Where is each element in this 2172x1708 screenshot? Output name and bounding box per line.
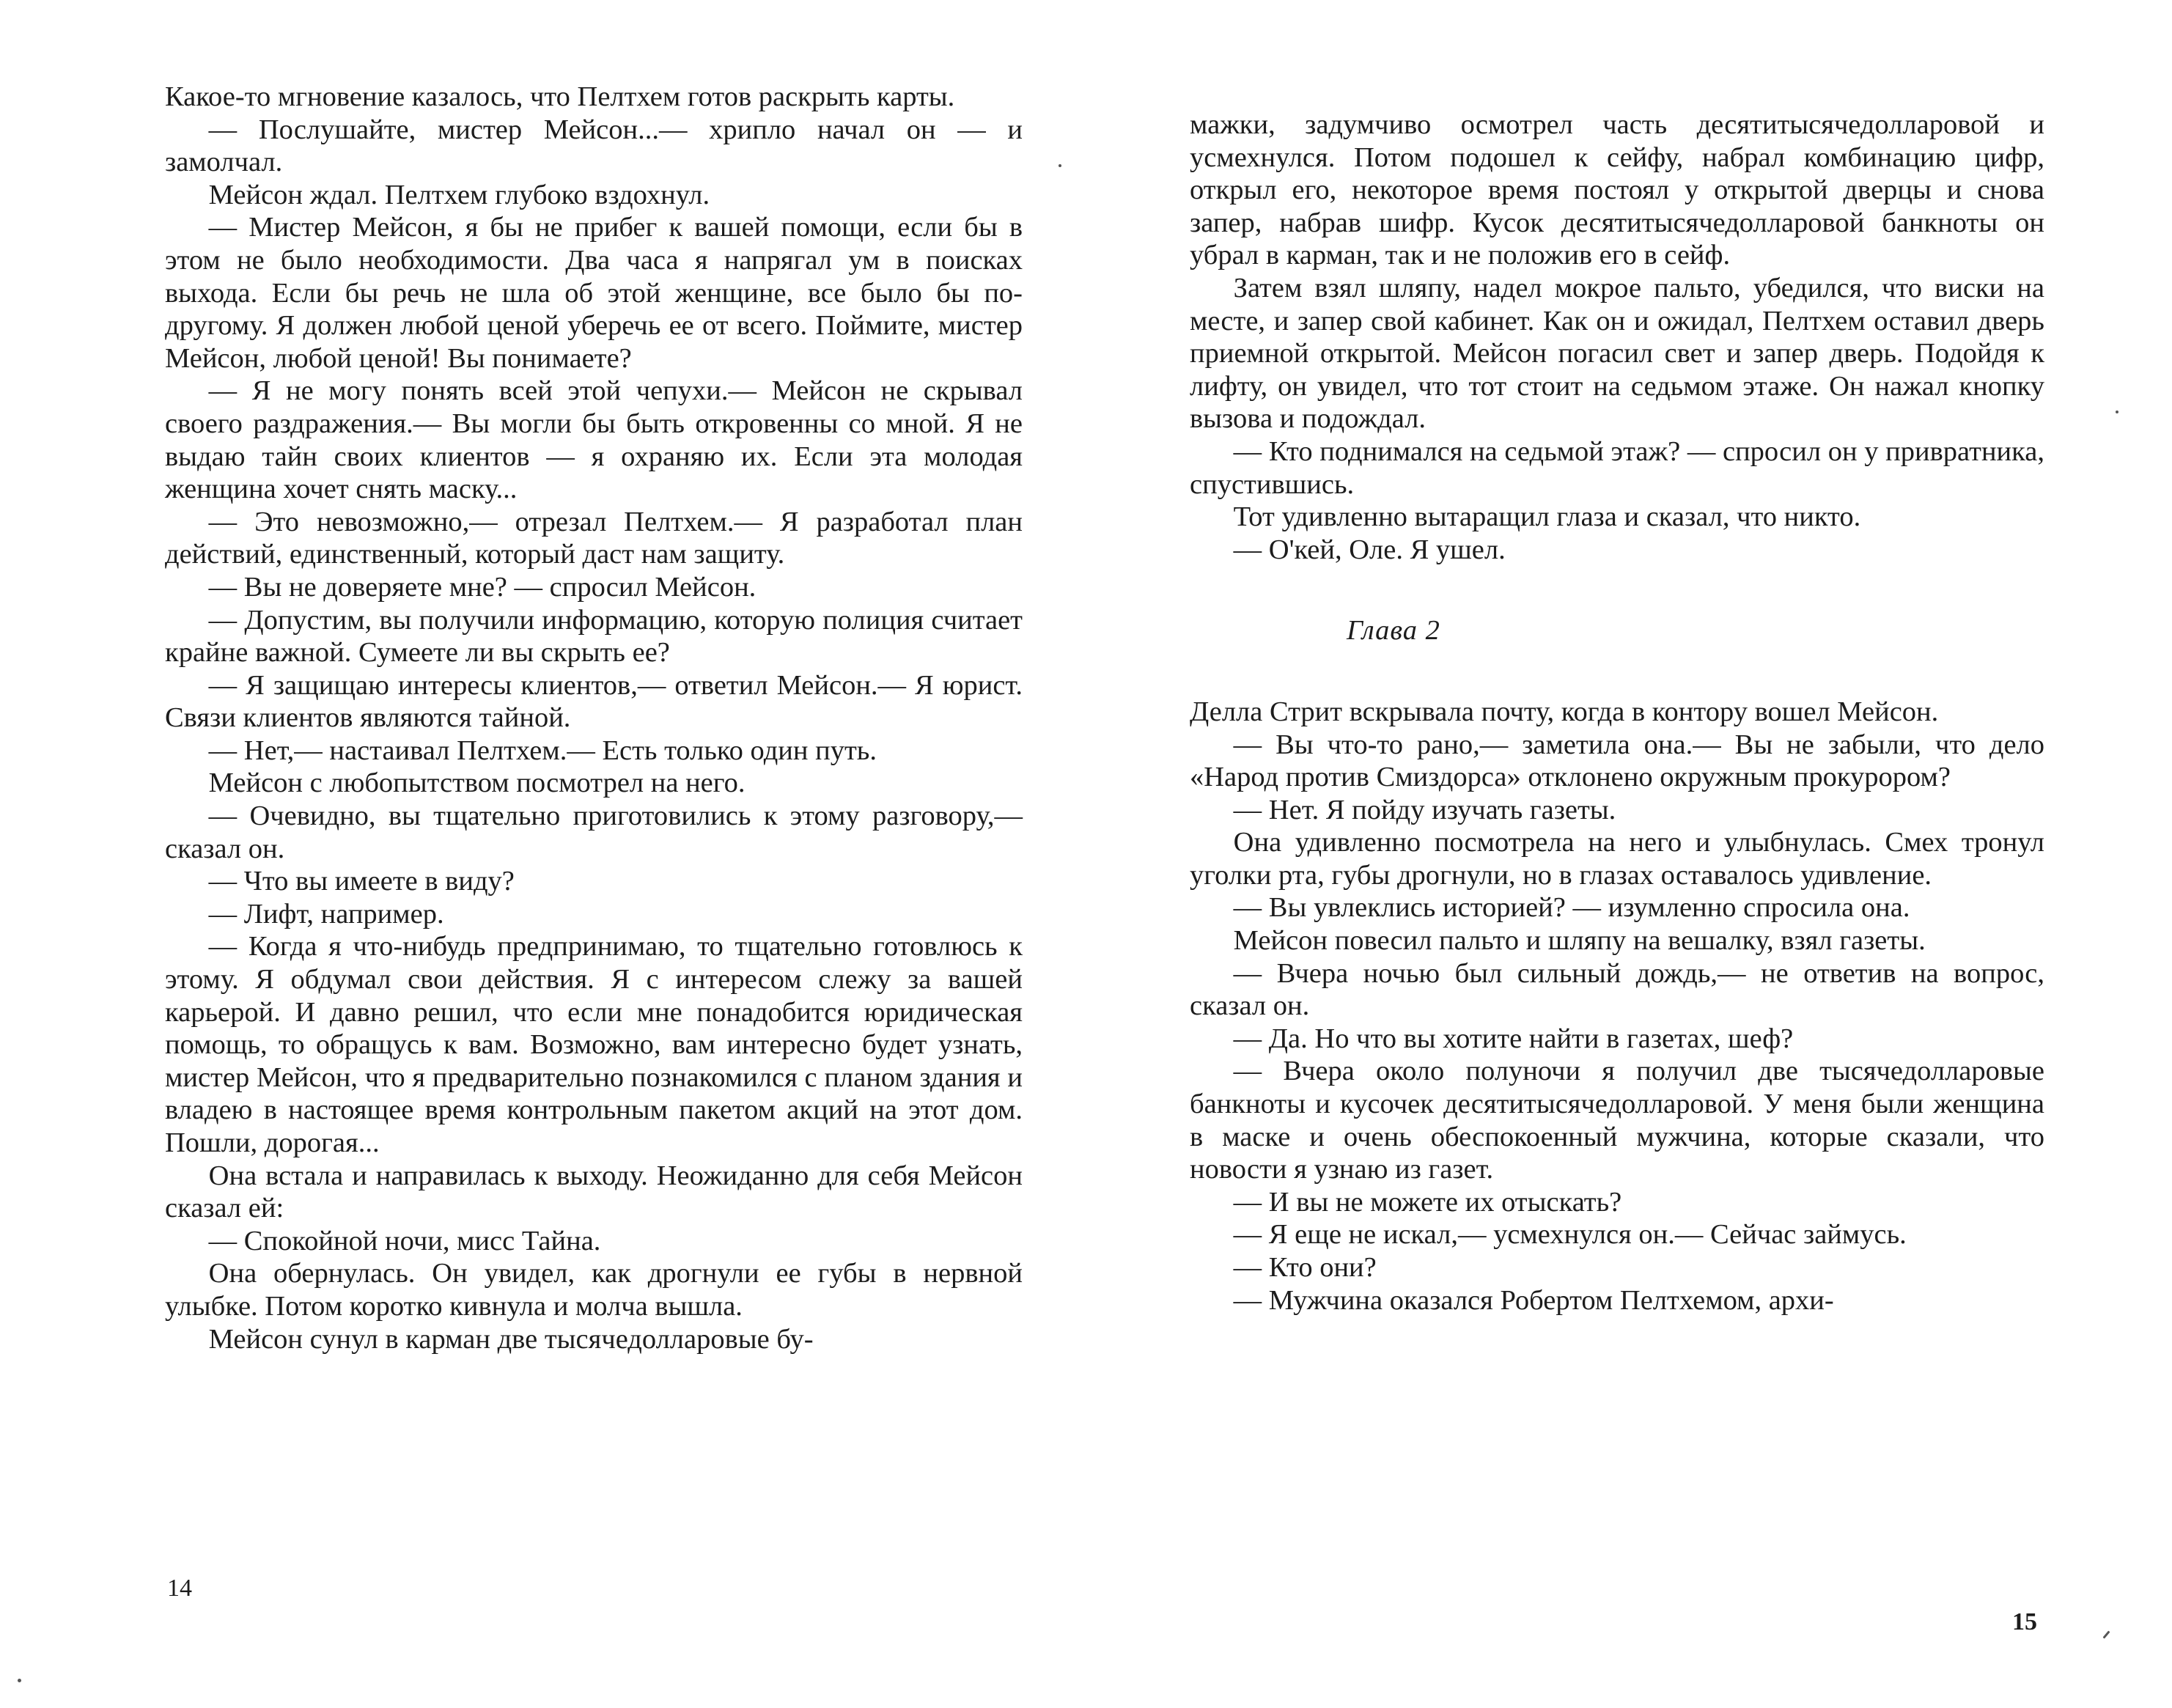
page-number: 14 [167, 1575, 192, 1602]
paragraph: — Мужчина оказался Робертом Пелтхемом, архи- [1233, 1284, 1834, 1316]
paragraph: — Когда я что-нибудь предпринимаю, то тщательно готовлюсь к этому. Я обдумал свои действия. Я с интересом слежу за вашей карьерой. И давно решил, что если мне понадобится юридическая помощь, то обращусь к вам. Возможно, вам интересно будет узнать, мистер Мейсон, что я предварительно познакомился с планом здания и владею в настоящее время контрольным пакетом акций на этот дом. Пошли, дорогая... [165, 931, 1023, 1158]
paragraph: — Вчера ночью был сильный дождь,— не ответив на вопрос, сказал он. [1190, 957, 2044, 1022]
paragraph: Мейсон сунул в карман две тысячедолларовые бу- [208, 1323, 814, 1355]
paragraph: — Я защищаю интересы клиентов,— ответил Мейсон.— Я юрист. Связи клиентов являются тайной. [165, 669, 1023, 734]
paragraph: — Кто они? [1233, 1252, 1377, 1283]
paragraph: — Кто поднимался на седьмой этаж? — спросил он у привратника, спустившись. [1190, 435, 2044, 500]
paragraph: — Лифт, например. [208, 898, 444, 930]
paragraph: Тот удивленно вытаращил глаза и сказал, что никто. [1233, 501, 1861, 533]
paragraph: — Вы что-то рано,— заметила она.— Вы не забыли, что дело «Народ против Смиздорса» отклонено окружным прокурором? [1190, 729, 2044, 793]
right-page-text [1190, 108, 2044, 1317]
paragraph: Мейсон с любопытством посмотрел на него. [208, 768, 746, 799]
paragraph: — Да. Но что вы хотите найти в газетах, шеф? [1233, 1023, 1794, 1054]
paragraph: — Что вы имеете в виду? [208, 866, 515, 897]
paragraph: — О'кей, Оле. Я ушел. [1233, 534, 1506, 565]
paragraph: — Спокойной ночи, мисс Тайна. [208, 1225, 601, 1256]
paragraph: — Это невозможно,— отрезал Пелтхем.— Я разработал план действий, единственный, который даст нам защиту. [165, 506, 1023, 570]
scan-speck [18, 1679, 21, 1682]
scan-speck [1059, 164, 1061, 167]
paragraph: — Мистер Мейсон, я бы не прибег к вашей помощи, если бы в этом не было необходимости. Два часа я напрягал ум в поисках выхода. Если бы речь не шла об этой женщине, все было бы по-другому. Я должен любой ценой уберечь ее от всего. Поймите, мистер Мейсон, любой ценой! Вы понимаете? [165, 212, 1023, 374]
paragraph: мажки, задумчиво осмотрел часть десятитысячедолларовой и усмехнулся. Потом подошел к сейфу, набрал комбинацию цифр, открыл его, некоторое время постоял у открытой дверцы и снова запер, набрав шифр. Кусок десятитысячедолларовой банкноты он убрал в карман, так и не положив его в сейф. [1190, 109, 2044, 271]
paragraph: Мейсон ждал. Пелтхем глубоко вздохнул. [208, 179, 710, 210]
paragraph: — Вы увлеклись историей? — изумленно спросила она. [1233, 892, 1910, 924]
paragraph: Какое-то мгновение казалось, что Пелтхем готов раскрыть карты. [165, 81, 955, 112]
paragraph: Делла Стрит вскрывала почту, когда в контору вошел Мейсон. [1190, 696, 1939, 727]
paragraph: Она встала и направилась к выходу. Неожиданно для себя Мейсон сказал ей: [165, 1160, 1023, 1224]
paragraph: — Послушайте, мистер Мейсон...— хрипло начал он — и замолчал. [165, 114, 1023, 178]
paragraph: Она удивленно посмотрела на него и улыбнулась. Смех тронул уголки рта, губы дрогнули, но в глазах оставалось удивление. [1190, 827, 2044, 891]
paragraph: — Очевидно, вы тщательно приготовились к этому разговору,— сказал он. [165, 800, 1023, 864]
left-page-text [165, 81, 1023, 1355]
paragraph: Затем взял шляпу, надел мокрое пальто, убедился, что виски на месте, и запер свой кабинет. Как он и ожидал, Пелтхем оставил дверь приемной открытой. Мейсон погасил свет и запер дверь. Подойдя к лифту, он увидел, что тот стоит на седьмом этаже. Он нажал кнопку вызова и подождал. [1190, 272, 2044, 435]
paragraph: — Нет. Я пойду изучать газеты. [1233, 794, 1616, 825]
paragraph: Мейсон повесил пальто и шляпу на вешалку, взял газеты. [1233, 925, 1926, 957]
chapter-heading: Глава 2 [1347, 615, 1440, 647]
page-number: 15 [2012, 1608, 2037, 1635]
paragraph: — Вчера около полуночи я получил две тысячедолларовые банкноты и кусочек десятитысячедолларовой. У меня были женщина в маске и очень обеспокоенный мужчина, которые сказали, что новости я узнаю из газет. [1190, 1056, 2044, 1185]
right-page [1086, 0, 2172, 1708]
paragraph: Она обернулась. Он увидел, как дрогнули ее губы в нервной улыбке. Потом коротко кивнула и молча вышла. [165, 1258, 1023, 1322]
scan-speck [2116, 411, 2118, 413]
paragraph: — Нет,— настаивал Пелтхем.— Есть только один путь. [208, 735, 877, 766]
paragraph: — Вы не доверяете мне? — спросил Мейсон. [208, 571, 756, 603]
paragraph: — И вы не можете их отыскать? [1233, 1186, 1622, 1218]
paragraph: — Допустим, вы получили информацию, которую полиция считает крайне важной. Сумеете ли вы скрыть ее? [165, 604, 1023, 669]
paragraph: — Я не могу понять всей этой чепухи.— Мейсон не скрывал своего раздражения.— Вы могли бы быть откровенны со мной. Я не выдаю тайн своих клиентов — я охраняю их. Если эта молодая женщина хочет снять маску... [165, 375, 1023, 505]
paragraph: — Я еще не искал,— усмехнулся он.— Сейчас займусь. [1233, 1219, 1907, 1251]
